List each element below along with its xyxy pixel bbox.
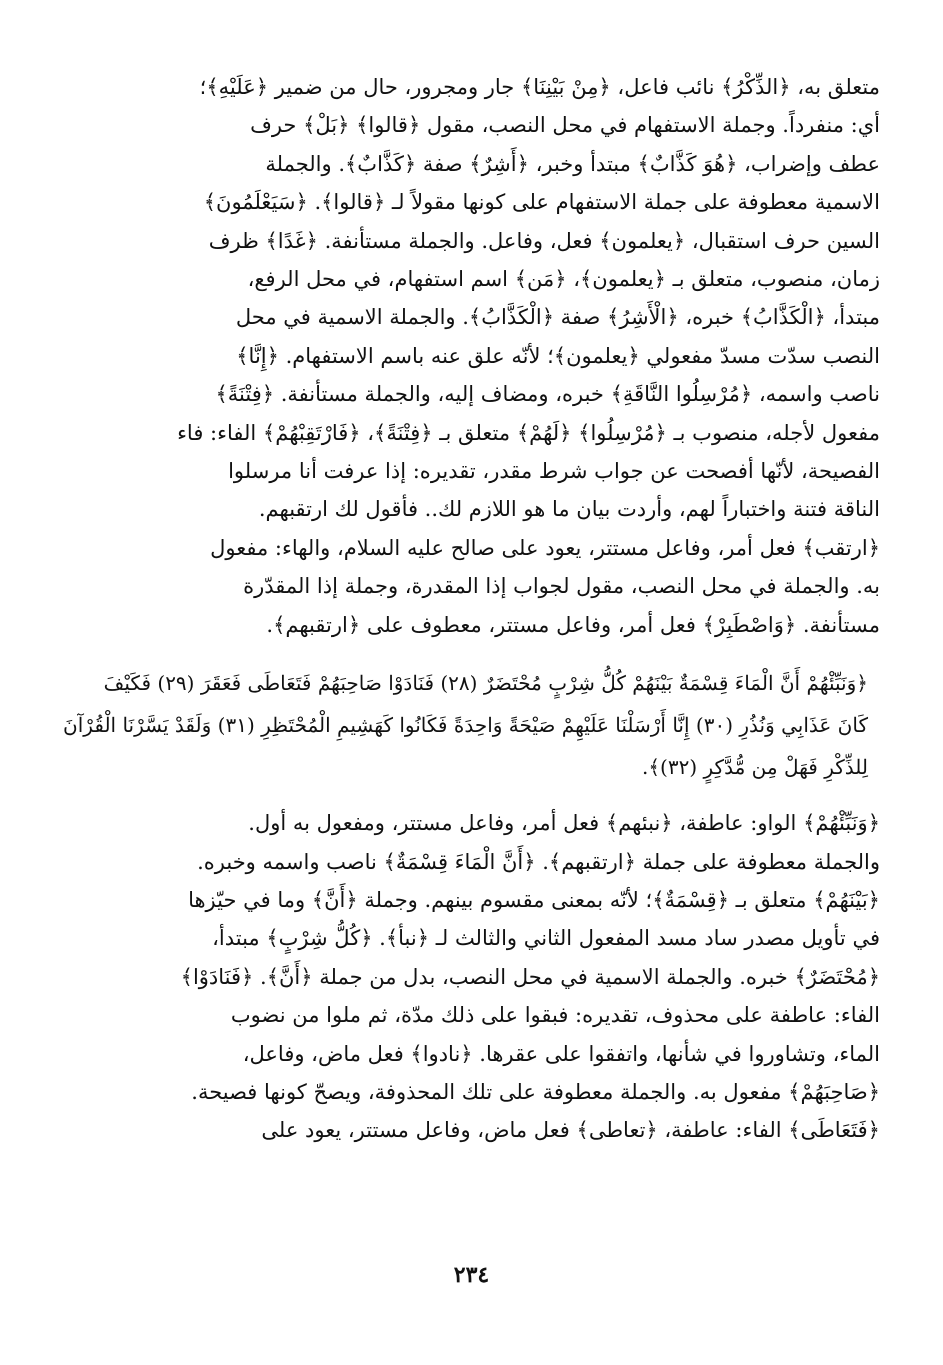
text-line: به. والجملة في محل النصب، مقول لجواب إذا المقدرة، وجملة إذا المقدّرة (243, 574, 880, 599)
text-line: مستأنفة. ﴿وَاصْطَبِرْ﴾ فعل أمر، وفاعل مستتر، معطوف على ﴿ارتقبهم﴾. (266, 612, 880, 637)
text-line: زمان، منصوب، متعلق بـ ﴿يعلمون﴾، ﴿مَن﴾ اسم استفهام، في محل الرفع، (247, 267, 880, 292)
text-line: ناصب واسمه، ﴿مُرْسِلُوا النَّاقَةِ﴾ خبره، ومضاف إليه، والجملة مستأنفة. ﴿فِتْنَةً﴾ (215, 382, 880, 407)
text-line: في تأويل مصدر ساد مسد المفعول الثاني والثالث لـ ﴿نبأ﴾. ﴿كُلُّ شِرْبٍ﴾ مبتدأ، (212, 926, 880, 951)
quran-verse-block (63, 662, 880, 788)
text-line: والجملة معطوفة على جملة ﴿ارتقبهم﴾. ﴿أَنَّ الْمَاءَ قِسْمَةٌ﴾ ناصب واسمه وخبره. (197, 849, 880, 874)
verse-line: لِلذِّكْرِ فَهَلْ مِن مُّدَّكِرٍ (٣٢)﴾. (641, 755, 868, 780)
text-line: الفصيحة، لأنّها أفصحت عن جواب شرط مقدر، تقديره: إذا عرفت أنا مرسلوا (228, 459, 880, 484)
text-line: الفاء: عاطفة على محذوف، تقديره: فبقوا على ذلك مدّة، ثم ملوا من نضوب (230, 1003, 880, 1028)
verse-line: ﴿وَنَبِّئْهُمْ أَنَّ الْمَاءَ قِسْمَةٌ بَيْنَهُمْ كُلُّ شِرْبٍ مُحْتَضَرٌ (٢٨) فَنَادَوْا صَاحِبَهُمْ فَتَعَاطَى فَعَقَرَ (٢٩) فَكَيْفَ (103, 671, 868, 696)
page-content (63, 68, 880, 1150)
commentary-bottom (70, 804, 880, 1150)
page-number: ٢٣٤ (453, 1262, 490, 1288)
verse-line: كَانَ عَذَابِي وَنُذُرِ (٣٠) إِنَّا أَرْسَلْنَا عَلَيْهِمْ صَيْحَةً وَاحِدَةً فَكَانُوا كَهَشِيمِ الْمُحْتَظِرِ (٣١) وَلَقَدْ يَسَّرْنَا الْقُرْآنَ (63, 713, 868, 738)
text-line: الاسمية معطوفة على جملة الاستفهام على كونها مقولاً لـ ﴿قالوا﴾. ﴿سَيَعْلَمُونَ﴾ (203, 190, 880, 215)
text-line: عطف وإضراب، ﴿هُوَ كَذَّابٌ﴾ مبتدأ وخبر، ﴿أَشِرٌ﴾ صفة ﴿كَذَّابٌ﴾. والجملة (265, 151, 880, 176)
text-line: ﴿ارتقب﴾ فعل أمر، وفاعل مستتر، يعود على صالح عليه السلام، والهاء: مفعول (210, 535, 880, 560)
text-line: الناقة فتنة واختباراً لهم، وأردت بيان ما هو اللازم لك.. فأقول لك ارتقبهم. (258, 497, 880, 522)
text-line: الماء، وتشاوروا في شأنها، واتفقوا على عقرها. ﴿نادوا﴾ فعل ماض، وفاعل، (242, 1041, 880, 1066)
text-line: ﴿صَاحِبَهُمْ﴾ مفعول به. والجملة معطوفة على تلك المحذوفة، ويصحّ كونها فصيحة. (191, 1079, 880, 1104)
text-line: متعلق به، ﴿الذِّكْرُ﴾ نائب فاعل، ﴿مِنْ بَيْنِنَا﴾ جار ومجرور، حال من ضمير ﴿عَلَيْهِ﴾؛ (199, 75, 880, 99)
text-line: أي: منفرداً. وجملة الاستفهام في محل النصب، مقول ﴿قالوا﴾ ﴿بَلْ﴾ حرف (250, 113, 880, 138)
text-line: النصب سدّت مسدّ مفعولي ﴿يعلمون﴾؛ لأنّه علق عنه باسم الاستفهام. ﴿إِنَّا﴾ (236, 343, 880, 368)
text-line: ﴿مُحْتَضَرٌ﴾ خبره. والجملة الاسمية في محل النصب، بدل من جملة ﴿أَنَّ﴾. ﴿فَنَادَوْا﴾ (180, 964, 880, 989)
text-line: ﴿فَتَعَاطَى﴾ الفاء: عاطفة، ﴿تعاطى﴾ فعل ماض، وفاعل مستتر، يعود على (261, 1118, 880, 1143)
text-line: السين حرف استقبال، ﴿يعلمون﴾ فعل، وفاعل. والجملة مستأنفة. ﴿غَدًا﴾ ظرف (208, 228, 880, 253)
text-line: مبتدأ، ﴿الْكَذَّابُ﴾ خبره، ﴿الْأَشِرُ﴾ صفة ﴿الْكَذَّابُ﴾. والجملة الاسمية في محل (235, 305, 880, 330)
text-line: مفعول لأجله، منصوب بـ ﴿مُرْسِلُوا﴾ ﴿لَهُمْ﴾ متعلق بـ ﴿فِتْنَةً﴾، ﴿فَارْتَقِبْهُمْ﴾ الفاء: فاء (177, 420, 880, 445)
text-line: ﴿بَيْنَهُمْ﴾ متعلق بـ ﴿قِسْمَةٌ﴾؛ لأنّه بمعنى مقسوم بينهم. وجملة ﴿أَنَّ﴾ وما في حيّزها (188, 887, 880, 912)
text-line: ﴿وَنَبِّئْهُمْ﴾ الواو: عاطفة، ﴿نبئهم﴾ فعل أمر، وفاعل مستتر، ومفعول به أول. (248, 811, 880, 836)
commentary-top (70, 68, 880, 644)
